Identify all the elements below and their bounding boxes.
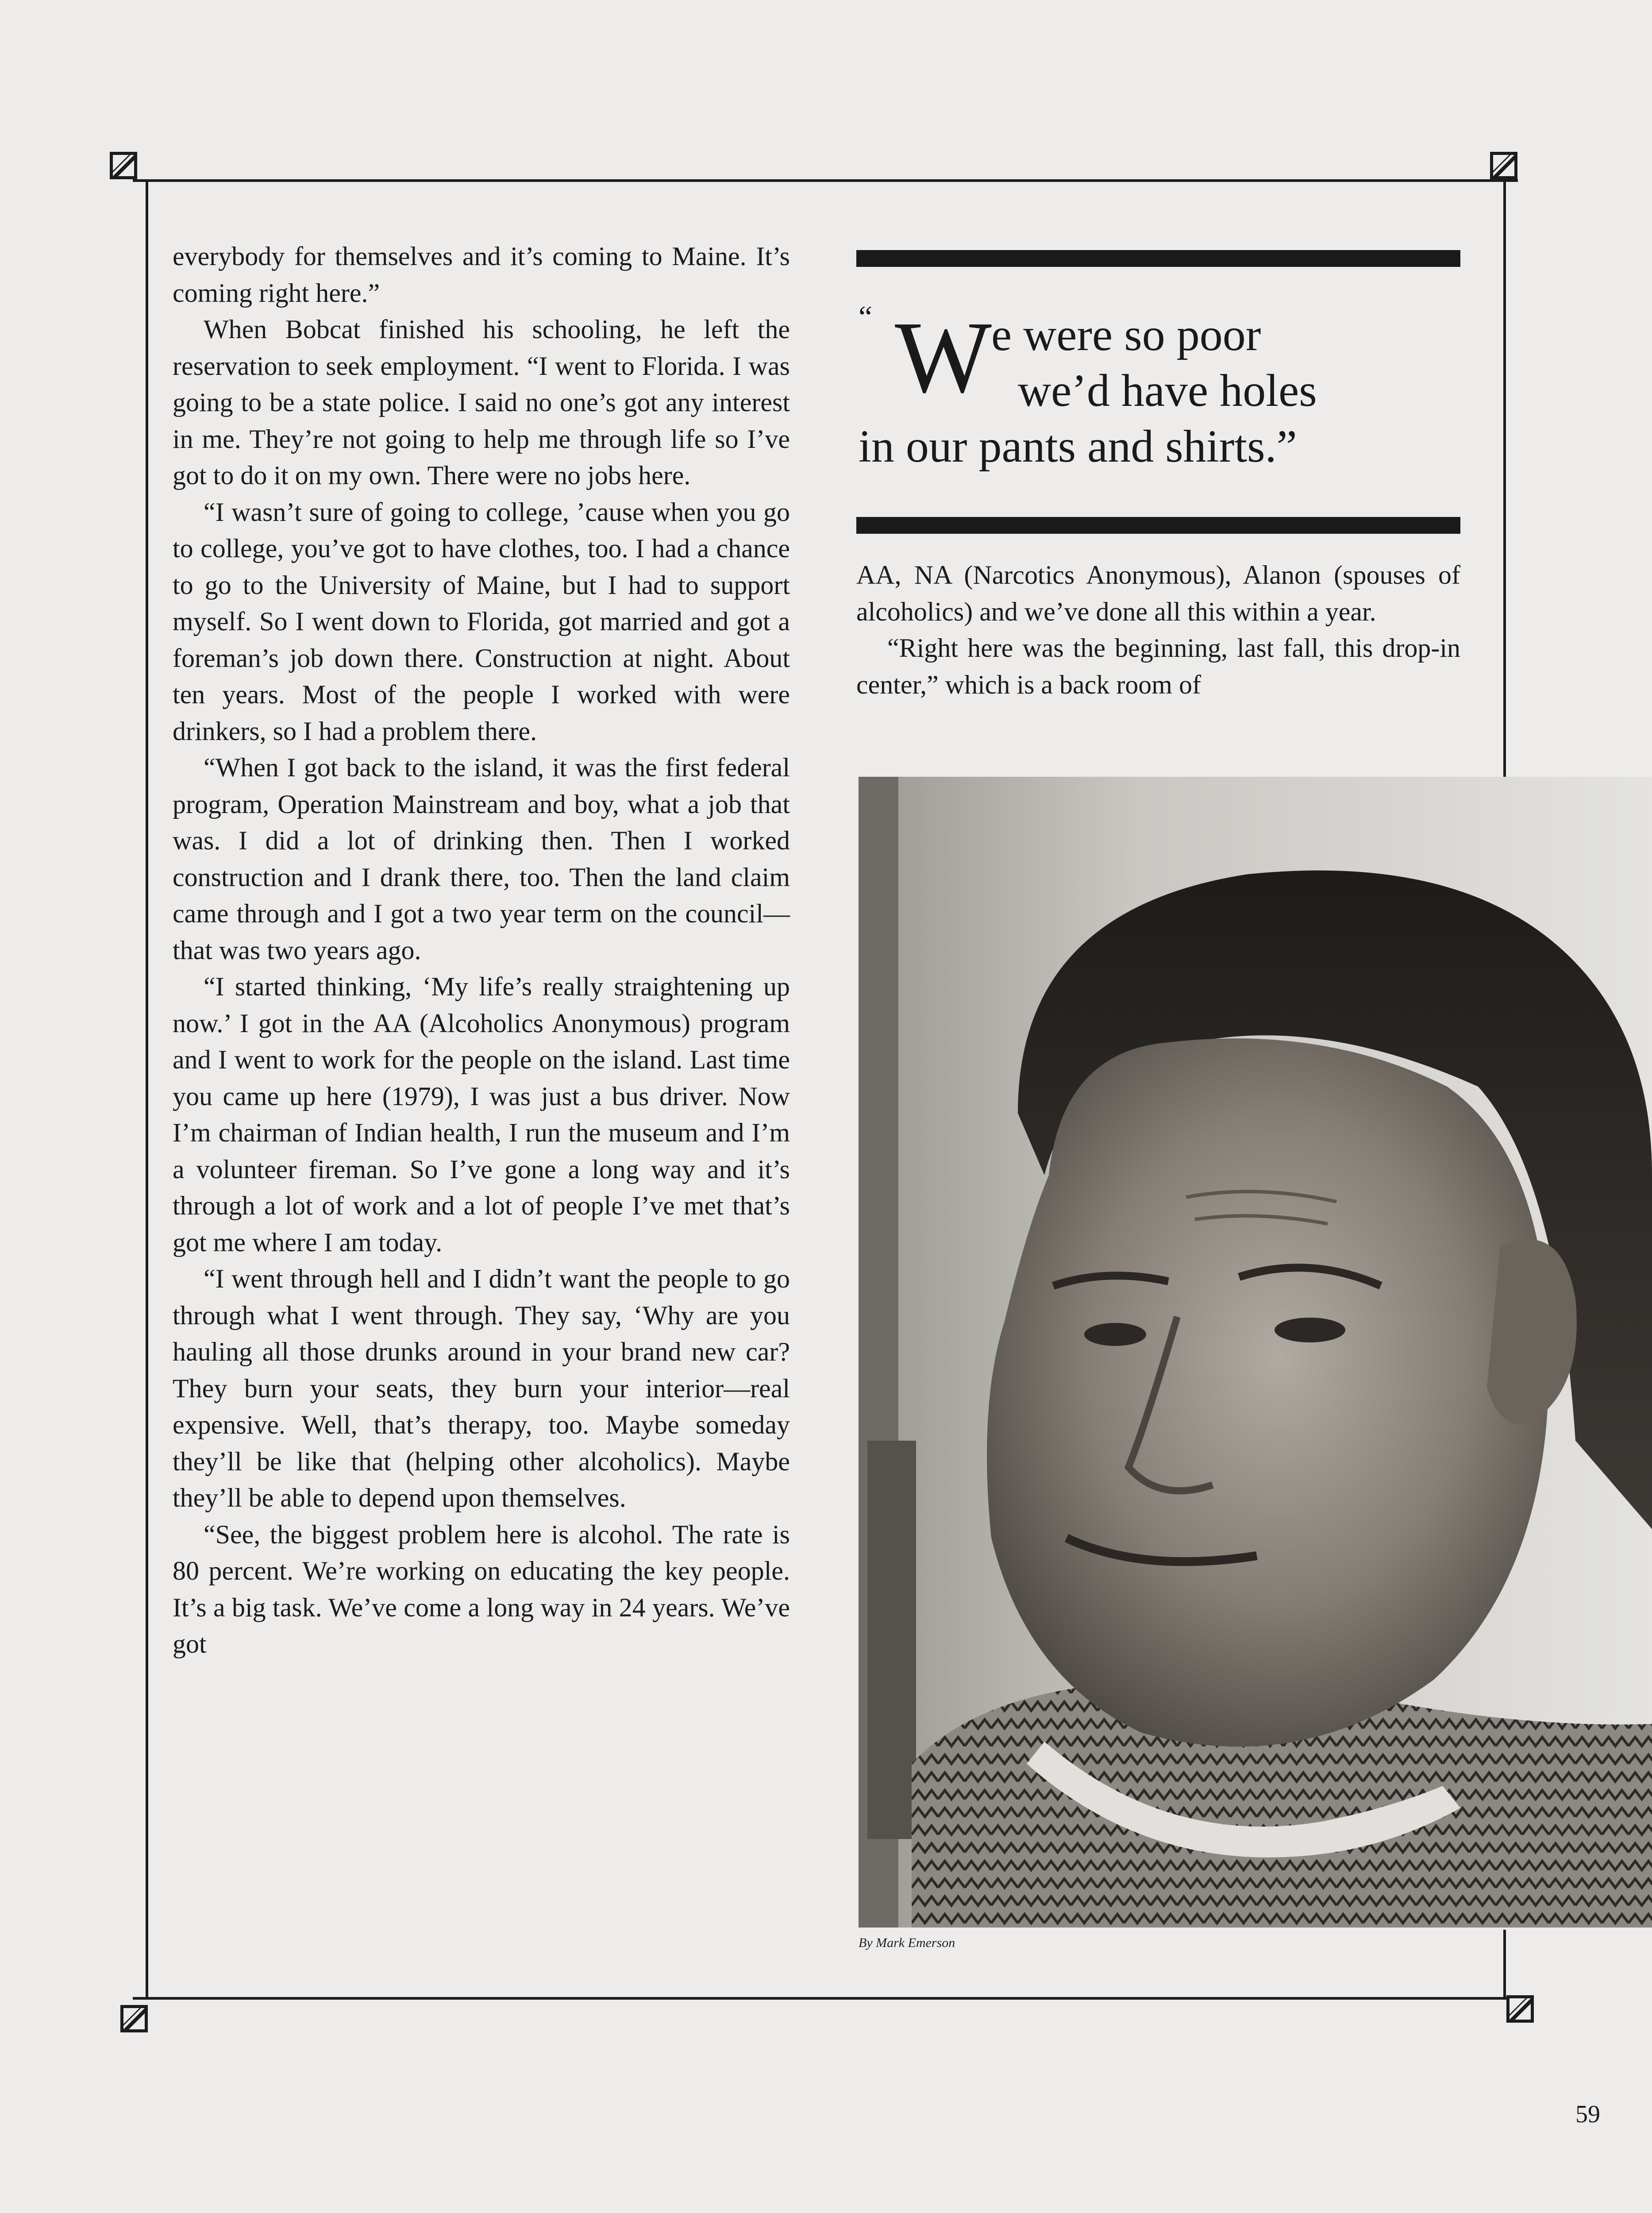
- pull-quote-bottom-bar: [856, 517, 1460, 534]
- portrait-photo: [859, 777, 1652, 1928]
- corner-ornament-icon: [120, 2005, 148, 2032]
- corner-ornament-icon: [1506, 1995, 1534, 2023]
- pull-quote-drop-cap: W: [895, 301, 992, 414]
- frame-bottom-rule: [133, 1997, 1518, 2000]
- paragraph: everybody for themselves and it’s coming to Maine. It’s coming right here.”: [173, 242, 790, 308]
- paragraph: AA, NA (Narcotics Anonymous), Alanon (spouses of alcoholics) and we’ve done all this within a year.: [856, 560, 1460, 626]
- corner-ornament-icon: [110, 152, 137, 179]
- article-left-column: [173, 238, 790, 1662]
- frame-right-rule-lower: [1503, 1930, 1506, 1999]
- paragraph: “See, the biggest problem here is alcohol. The rate is 80 percent. We’re working on educating the key people. It’s a big task. We’ve come a long way in 24 years. We’ve got: [173, 1519, 790, 1658]
- frame-left-rule: [146, 179, 148, 1999]
- pull-quote-line: e were so poor: [991, 309, 1261, 360]
- photo-credit: By Mark Emerson: [859, 1935, 955, 1950]
- corner-ornament-icon: [1490, 152, 1517, 179]
- pull-quote-line: in our pants and shirts.”: [859, 421, 1297, 472]
- paragraph: “Right here was the beginning, last fall, this drop-in center,” which is a back room of: [856, 633, 1460, 699]
- pull-quote-line: we’d have holes: [1018, 365, 1317, 416]
- pull-quote-open-mark: “: [859, 300, 873, 334]
- frame-right-rule-upper: [1503, 179, 1506, 777]
- paragraph: When Bobcat finished his schooling, he left the reservation to seek employment. “I went to Florida. I was going to be a state police. I said no one’s got any interest in me. They’re not going to help me through life so I’ve got to do it on my own. There were no jobs here.: [173, 315, 790, 490]
- article-right-column: [856, 557, 1460, 703]
- paragraph: “I wasn’t sure of going to college, ’cause when you go to college, you’ve got to have clothes, too. I had a chance to go to the University of Maine, but I had to support myself. So I went down to Florida, got married and got a foreman’s job down there. Construction at night. About ten years. Most of the people I worked with were drinkers, so I had a problem there.: [173, 497, 790, 746]
- frame-top-rule: [133, 179, 1518, 182]
- paragraph: “I started thinking, ‘My life’s really straightening up now.’ I got in the AA (Alcoholics Anonymous) program and I went to work for the people on the island. Last time you came up here (1979), I was just a bus driver. Now I’m chairman of Indian health, I run the museum and I’m a volunteer fireman. So I’ve gone a long way and it’s through a lot of work and a lot of people I’ve met that’s got me where I am today.: [173, 972, 790, 1257]
- pull-quote-top-bar: [856, 250, 1460, 267]
- page-number: 59: [1575, 2101, 1600, 2128]
- paragraph: “I went through hell and I didn’t want the people to go through what I went through. They say, ‘Why are you hauling all those drunks around in your brand new car? They burn your seats, they burn your interior—real expensive. Well, that’s therapy, too. Maybe someday they’ll be like that (helping other alcoholics). Maybe they’ll be able to depend upon themselves.: [173, 1264, 790, 1512]
- paragraph: “When I got back to the island, it was the first federal program, Operation Mainstream and boy, what a job that was. I did a lot of drinking then. Then I worked construction and I drank there, too. Then the land claim came through and I got a two year term on the council—that was two years ago.: [173, 753, 790, 965]
